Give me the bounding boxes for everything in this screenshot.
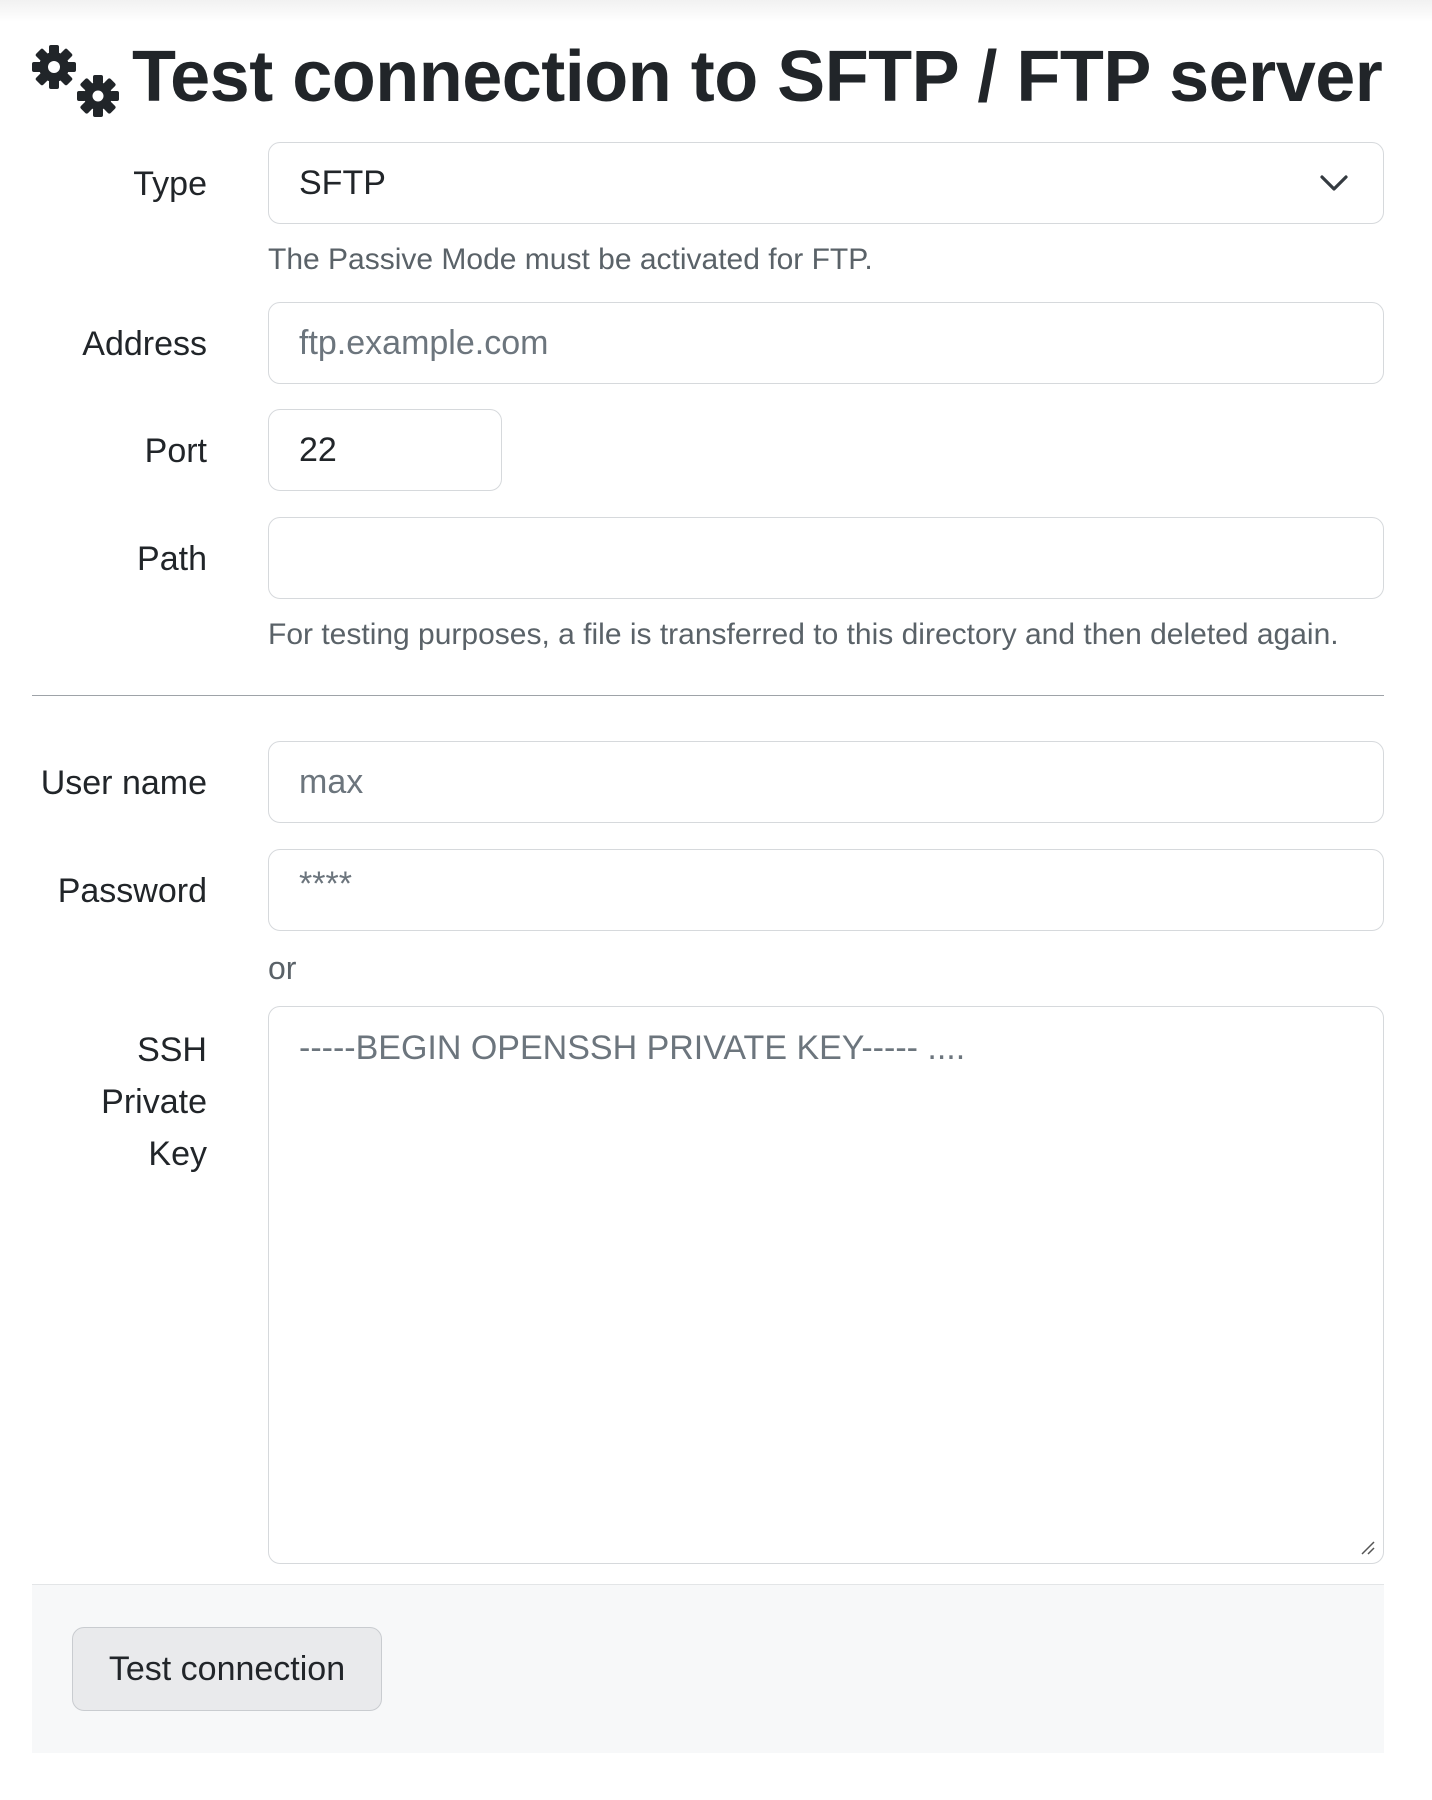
test-connection-button[interactable]: Test connection: [72, 1627, 382, 1711]
ssh-key-placeholder: -----BEGIN OPENSSH PRIVATE KEY----- ....: [299, 1029, 966, 1067]
page-title-text: Test connection to SFTP / FTP server: [132, 37, 1383, 117]
type-help-text: The Passive Mode must be activated for FTP.: [268, 243, 873, 276]
path-label: Path: [137, 540, 207, 578]
password-label: Password: [57, 872, 207, 910]
gears-icon: [30, 40, 126, 122]
type-select[interactable]: [268, 142, 1384, 224]
or-text: or: [268, 950, 297, 986]
address-input[interactable]: [268, 302, 1384, 384]
ssh-key-label-line: Key: [148, 1135, 207, 1173]
username-input[interactable]: [268, 741, 1384, 823]
ssh-key-label: [101, 1024, 207, 1180]
path-help-text: For testing purposes, a file is transferred to this directory and then deleted again.: [268, 618, 1339, 651]
type-label: Type: [133, 165, 207, 203]
port-label: Port: [144, 432, 207, 470]
form-footer: [32, 1584, 1384, 1753]
address-input-placeholder: ftp.example.com: [299, 323, 549, 362]
section-divider: [32, 695, 1384, 696]
resize-handle-icon[interactable]: [1359, 1539, 1375, 1555]
type-select-value: SFTP: [299, 163, 386, 202]
address-label: Address: [82, 325, 207, 363]
port-input[interactable]: [268, 409, 502, 491]
path-input[interactable]: [268, 517, 1384, 599]
ssh-private-key-textarea[interactable]: [268, 1006, 1384, 1564]
page-title: [30, 36, 1382, 118]
port-input-value: 22: [299, 430, 337, 469]
ssh-key-label-line: SSH: [137, 1031, 207, 1069]
username-input-placeholder: max: [299, 762, 364, 801]
password-input[interactable]: [268, 849, 1384, 931]
chevron-down-icon: [1319, 173, 1349, 193]
ssh-key-label-line: Private: [101, 1083, 207, 1121]
username-label: User name: [40, 764, 207, 802]
password-input-placeholder: ****: [299, 864, 352, 903]
